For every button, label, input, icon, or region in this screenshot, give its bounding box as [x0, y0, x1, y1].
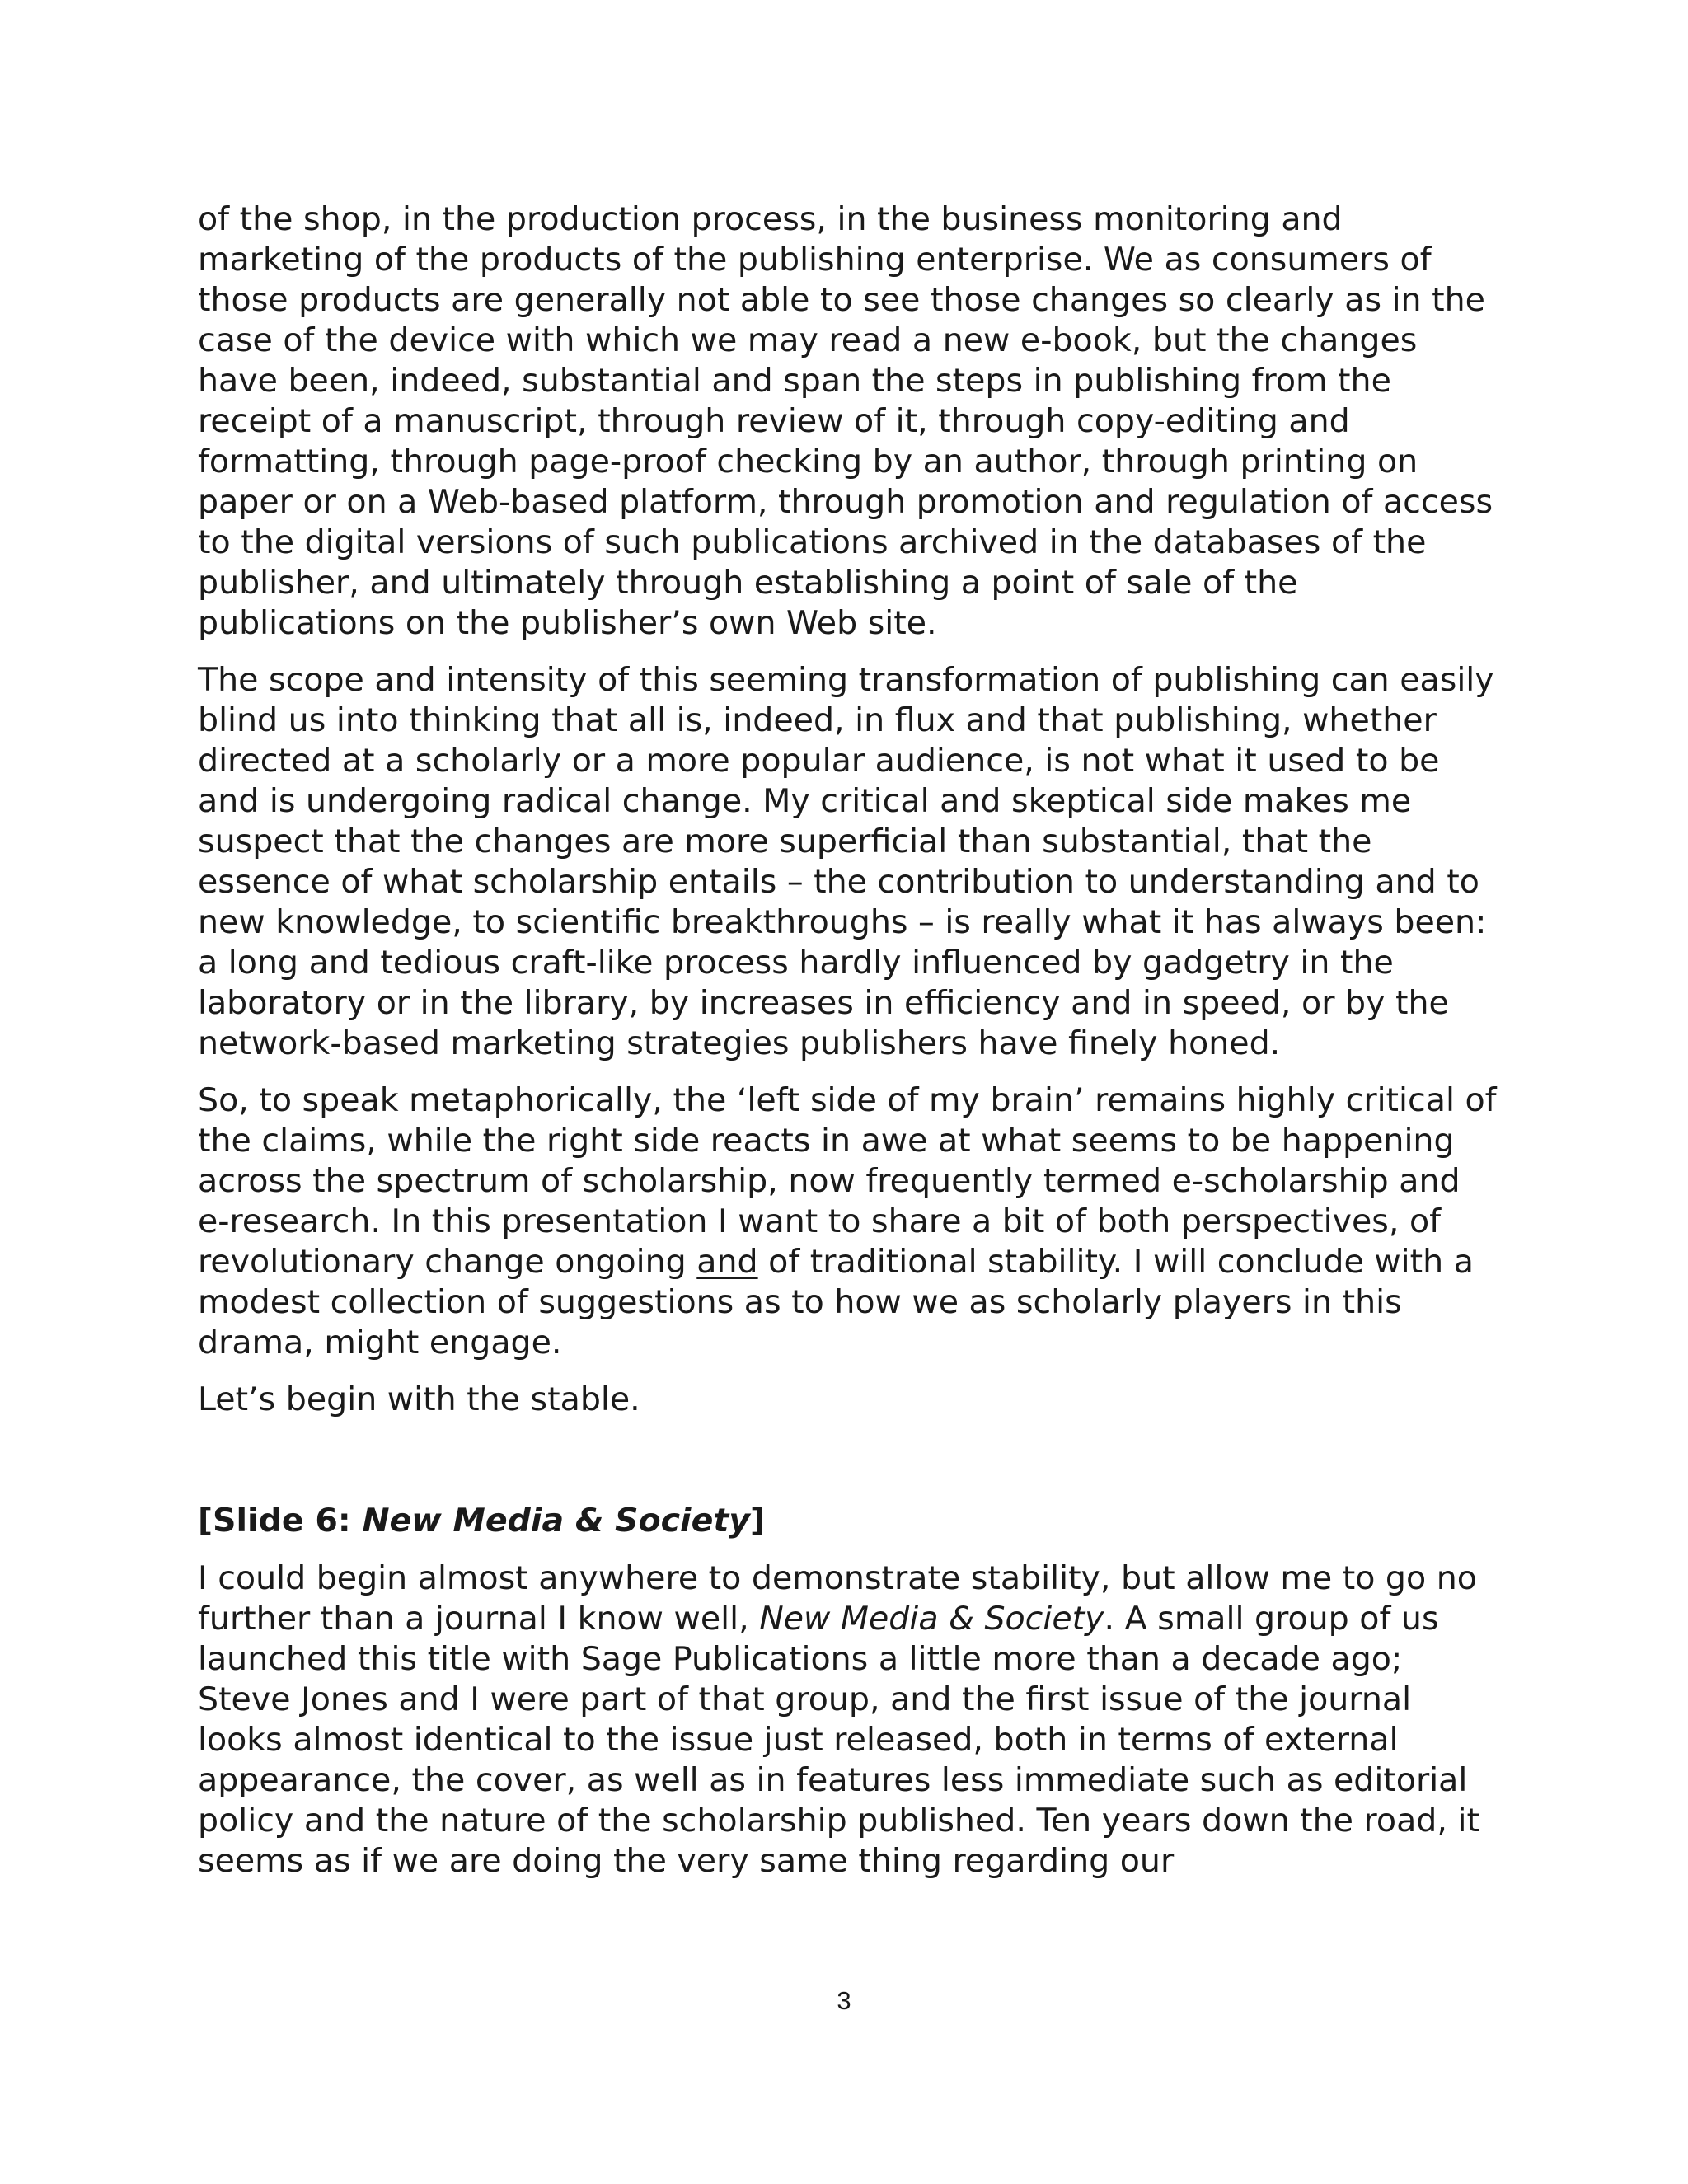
slide-heading-title: New Media & Society [362, 1502, 751, 1540]
slide-heading [198, 1501, 1500, 1541]
slide-heading-suffix: ] [750, 1502, 766, 1540]
paragraph-transformation-scope: The scope and intensity of this seeming transformation of publishing can easily blind us into thinking that all is, indeed, in flux and that publishing, whether directed at a scholarly or a more popular audience, is not what it used to be and is undergoing radical change. My critical and skeptical side makes me suspect that the changes are more superficial than substantial, that the essence of what scholarship entails – the contribution to understanding and to new knowledge, to scientific breakthroughs – is really what it has always been: a long and tedious craft-like process hardly influenced by gadgetry in the laboratory or in the library, by increases in efficiency and in speed, or by the network-based marketing strategies publishers have finely honed. [198, 661, 1494, 1062]
journal-title-italic: New Media & Society [759, 1600, 1104, 1638]
document-body [198, 199, 1500, 1898]
paragraph-shop-production: of the shop, in the production process, in the business monitoring and marketing of the products of the publishing enterprise. We as consumers of those products are generally not able to see those changes so clearly as in the case of the device with which we may read a new e-book, but the changes have been, indeed, substantial and span the steps in publishing from the receipt of a manuscript, through review of it, through copy-editing and formatting, through page-proof checking by an author, through printing on paper or on a Web-based platform, through promotion and regulation of access to the digital versions of such publications archived in the databases of the publisher, and ultimately through establishing a point of sale of the publications on the publisher’s own Web site. [198, 200, 1493, 642]
paragraph-journal-text-b: . A small group of us launched this title with Sage Publications a little more than a decade ago; Steve Jones and I were part of that group, and the first issue of the journal looks almost identical to the issue just released, both in terms of external appearance, the cover, as well as in features less immediate such as editorial policy and the nature of the scholarship published. Ten years down the road, it seems as if we are doing the very same thing regarding our [198, 1600, 1479, 1880]
paragraph-begin-stable: Let’s begin with the stable. [198, 1380, 640, 1418]
paragraph-left-brain-text-b: of traditional stability. I will conclude with a modest collection of suggestions as to how we as scholarly players in this drama, might engage. [198, 1243, 1474, 1361]
slide-heading-prefix: [Slide 6: [198, 1502, 363, 1540]
paragraph-journal-text-a: I could begin almost anywhere to demonstrate stability, but allow me to go no further than a journal I know well, [198, 1559, 1477, 1638]
paragraph-journal-stability [198, 1558, 1500, 1882]
paragraph-left-brain-text-a: So, to speak metaphorically, the ‘left side of my brain’ remains highly critical of the claims, while the right side reacts in awe at what seems to be happening across the spectrum of scholarship, now frequently termed e-scholarship and e-research. In this presentation I want to share a bit of both perspectives, of revolutionary change ongoing [198, 1081, 1497, 1281]
section-gap [198, 1436, 1500, 1501]
page-number: 3 [837, 1986, 851, 2015]
paragraph-left-brain [198, 1080, 1500, 1363]
underlined-and: and [696, 1243, 758, 1281]
